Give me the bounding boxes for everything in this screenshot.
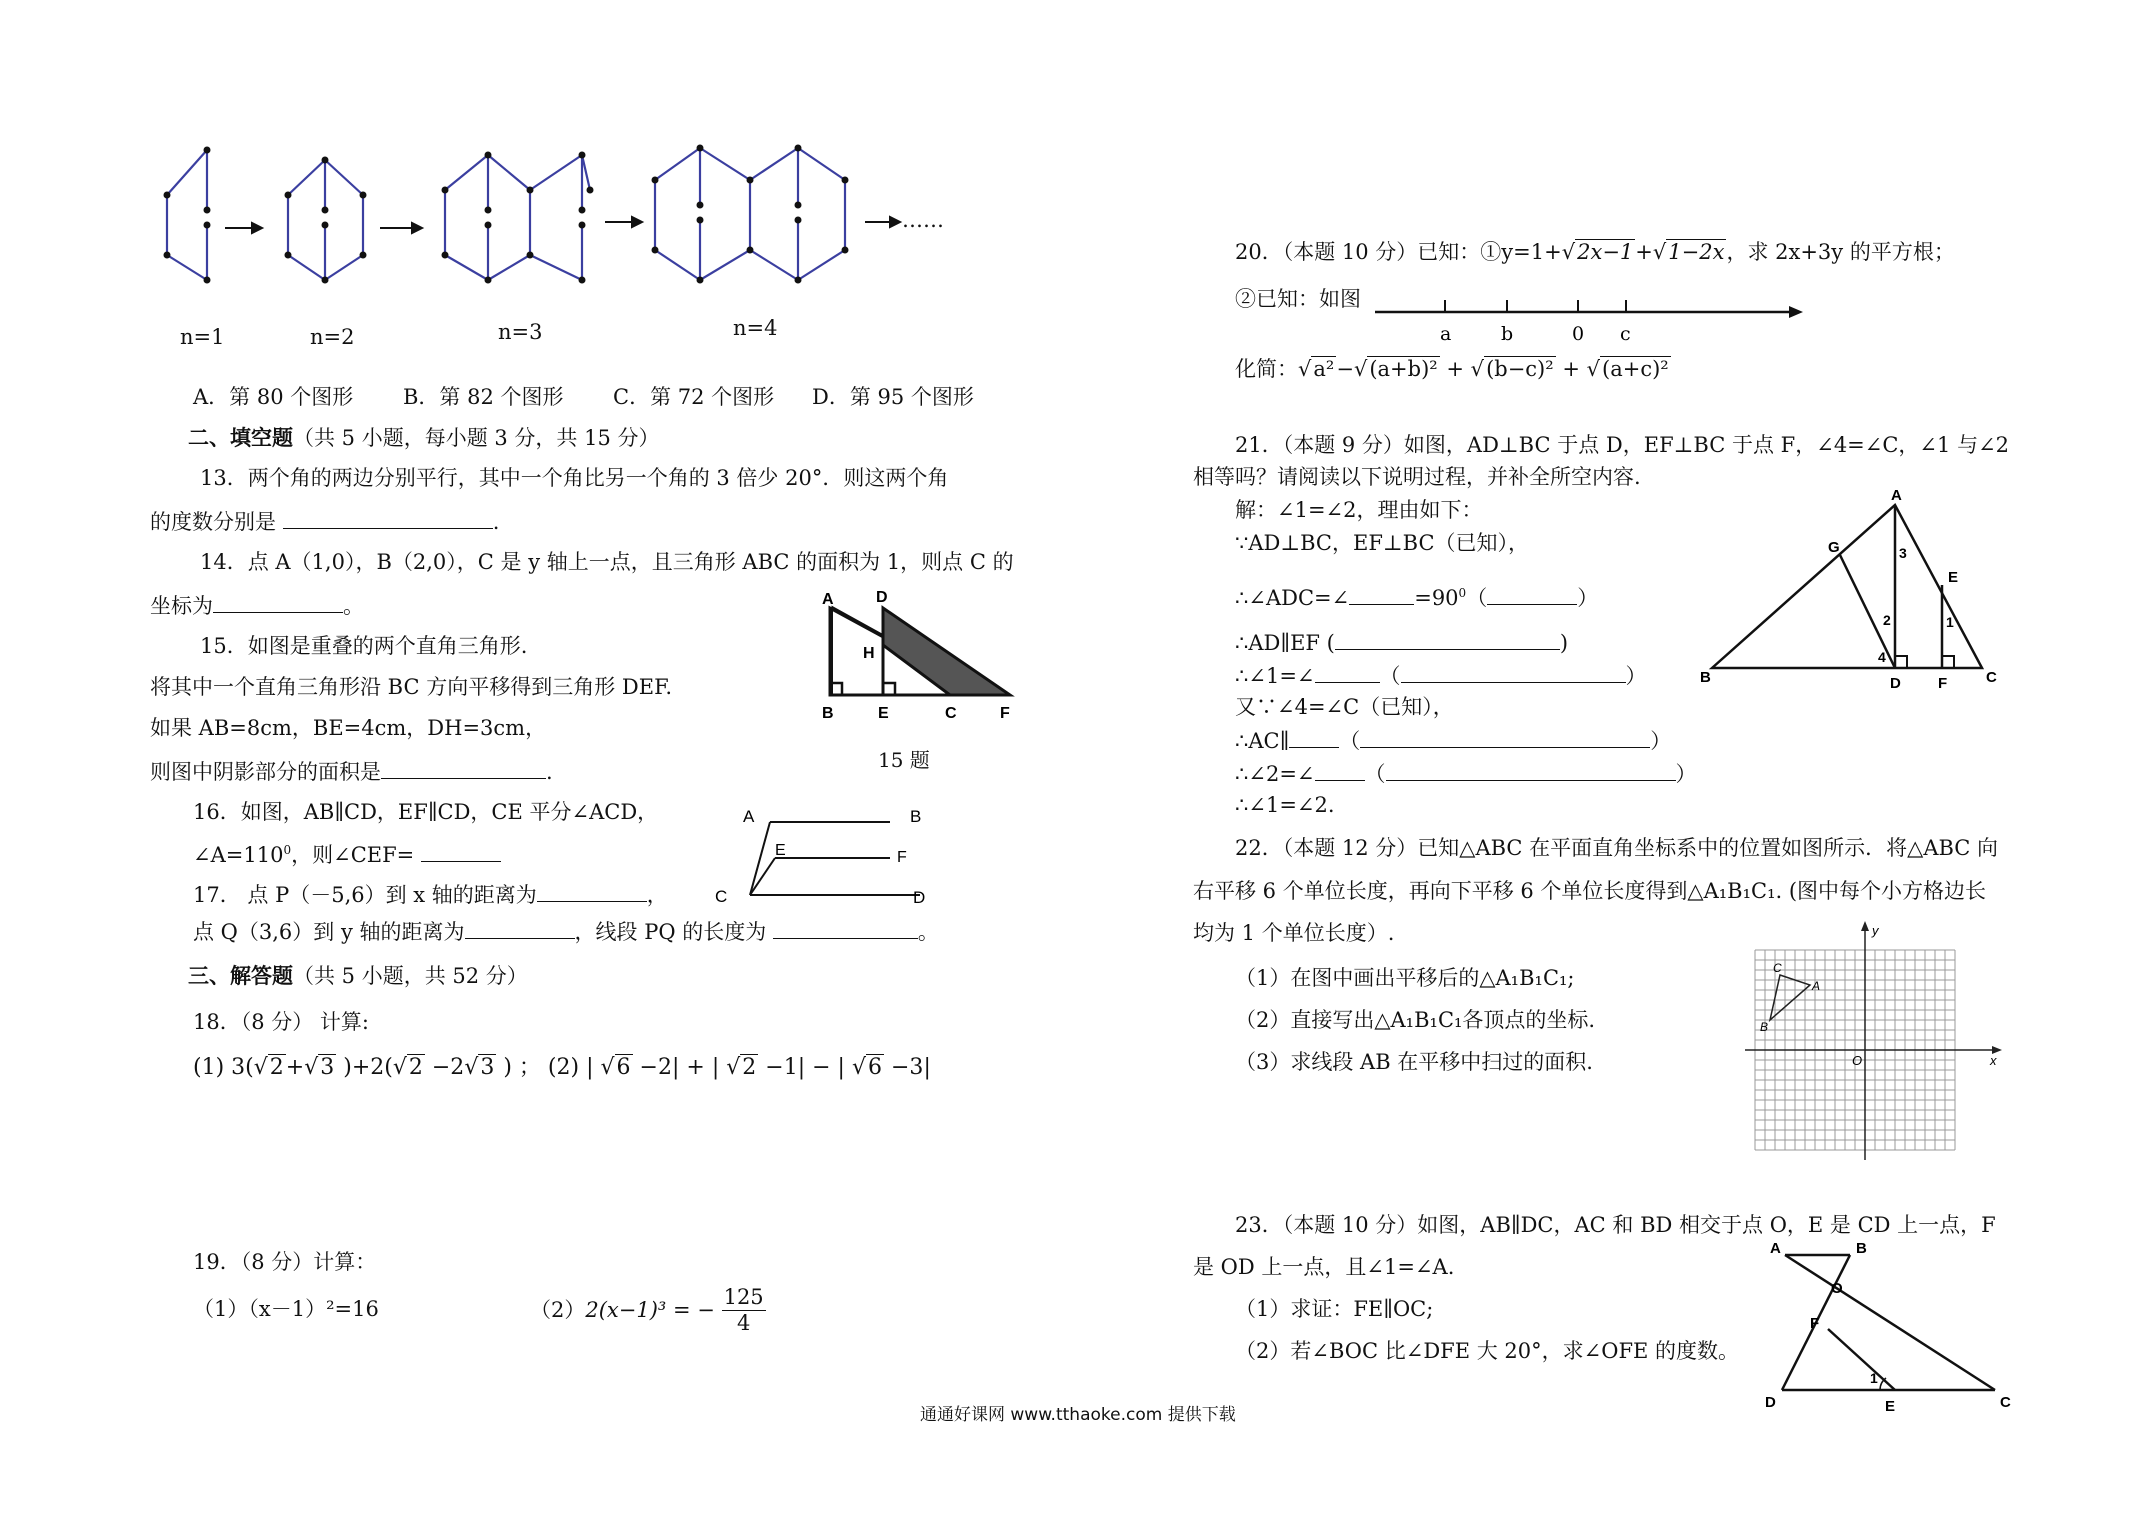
q15-line-3: 如果 AB=8cm，BE=4cm，DH=3cm， [150, 716, 547, 740]
q21-line-9: ∴AC∥ （ ） [1235, 729, 1672, 753]
q19-numerator: 125 [722, 1285, 766, 1311]
fig22-label-y: y [1872, 923, 1879, 938]
fig16-label-a: A [743, 807, 755, 826]
pattern-figures [150, 130, 1150, 360]
q21-line-4: ∵AD⊥BC，EF⊥BC（已知）， [1235, 531, 1530, 555]
q23-step-1: （1）求证：FE∥OC; [1235, 1297, 1434, 1321]
axis-label-b: b [1501, 323, 1514, 345]
fig16-label-f: F [897, 849, 907, 866]
fig16-label-b: B [910, 807, 922, 826]
q15-line-1: 15．如图是重叠的两个直角三角形. [200, 634, 528, 658]
q14-answer-blank[interactable] [213, 592, 343, 613]
axis-label-0: 0 [1572, 323, 1585, 345]
q21-line-2: 相等吗？请阅读以下说明过程，并补全所空内容. [1193, 465, 1641, 489]
q23-line-2: 是 OD 上一点，且∠1=∠A. [1193, 1255, 1455, 1279]
fig15-caption: 15 题 [878, 748, 930, 772]
q21-line-5: ∴∠ADC=∠ $=90^0$（ ） [1235, 586, 1599, 610]
q17-blank-2[interactable] [465, 918, 575, 939]
fig23-angle-1: 1 [1870, 1370, 1878, 1386]
q12-option-d: D．第 95 个图形 [812, 385, 974, 409]
q21-blank-8[interactable] [1315, 760, 1365, 781]
q20-line-2: ②已知：如图 [1235, 287, 1361, 311]
q22-step-3: （3）求线段 AB 在平移中扫过的面积. [1235, 1050, 1593, 1074]
fig16-label-d: D [913, 888, 926, 907]
q21-line-10: ∴∠2=∠ （ ） [1235, 762, 1697, 786]
q13-answer-blank[interactable] [283, 508, 493, 529]
fig15-label-c: C [945, 705, 957, 722]
q21-line-3: 解：∠1=∠2，理由如下： [1235, 498, 1483, 522]
section-3-desc: （共 5 小题，共 52 分） [293, 964, 528, 988]
fig23-label-a: A [1770, 1240, 1781, 1257]
pattern-label-4: n=4 [733, 316, 778, 340]
q17-line-2: 点 Q（3,6）到 y 轴的距离为 ，线段 PQ 的长度为 。 [193, 920, 939, 944]
section-2-title: 二、填空题 [188, 425, 293, 450]
section-3-title: 三、解答题 [188, 963, 293, 988]
fig21-label-e: E [1948, 569, 1959, 586]
q16-line-2: $\angle A=110^0$，则∠CEF= [193, 841, 501, 868]
q12-option-a: A．第 80 个图形 [193, 385, 354, 409]
q21-blank-1[interactable] [1349, 584, 1414, 605]
q22-step-1: （1）在图中画出平移后的△A₁B₁C₁; [1235, 966, 1575, 990]
q18-expressions: (1) 3(√2+√3 )+2(√2 −2√3 ) ； (2) | √6 −2| + | √2 −1| − | √6 −3| [193, 1055, 931, 1080]
q21-blank-4[interactable] [1315, 662, 1380, 683]
q19-part-1: （1）（x－1）²=16 [193, 1297, 379, 1321]
fig21-label-g: G [1828, 539, 1840, 556]
figure-q15 [760, 580, 1010, 730]
q21-blank-5[interactable] [1401, 662, 1626, 683]
q21-blank-6[interactable] [1289, 727, 1339, 748]
q17-line-1: 17． 点 P（－5,6）到 x 轴的距离为 ， [193, 883, 668, 907]
q14-line-2: 坐标为 。 [150, 594, 364, 618]
q21-blank-3[interactable] [1335, 629, 1560, 650]
fig16-label-e: E [775, 842, 786, 859]
fig15-label-f: F [1000, 705, 1010, 722]
q12-option-b: B．第 82 个图形 [403, 385, 564, 409]
q12-option-c: C．第 72 个图形 [613, 385, 775, 409]
q20-line-3: 化简：√a²−√(a+b)² + √(b−c)² + √(a+c)² [1235, 357, 1669, 381]
q22-line-2: 右平移 6 个单位长度，再向下平移 6 个单位长度得到△A₁B₁C₁. (图中每个小方格边长 [1193, 879, 1987, 903]
q20-line-1: 20．（本题 10 分）已知：①y=1+√2x−1+√1−2x，求 2x+3y 的平方根； [1235, 240, 1955, 264]
q13-line-1: 13．两个角的两边分别平行，其中一个角比另一个角的 3 倍少 20°．则这两个角 [200, 466, 949, 490]
q22-line-3: 均为 1 个单位长度）. [1193, 921, 1395, 945]
q16-line-1: 16．如图，AB∥CD，EF∥CD，CE 平分∠ACD， [193, 800, 659, 824]
q23-step-2: （2）若∠BOC 比∠DFE 大 20°，求∠OFE 的度数。 [1235, 1339, 1740, 1363]
fig21-angle-4: 4 [1878, 649, 1886, 665]
fig23-label-e: E [1885, 1398, 1896, 1415]
q15-line-2: 将其中一个直角三角形沿 BC 方向平移得到三角形 DEF. [150, 675, 673, 699]
q17-blank-3[interactable] [773, 918, 918, 939]
fig21-label-d: D [1890, 675, 1901, 692]
q15-answer-blank[interactable] [381, 758, 546, 779]
q21-blank-7[interactable] [1360, 727, 1650, 748]
q19-part-2: （2）2(x−1)³ = − $\frac{125}{4}$ [530, 1285, 764, 1336]
section-2-desc: （共 5 小题，每小题 3 分，共 15 分） [293, 426, 660, 450]
axis-label-c: c [1620, 323, 1631, 345]
fig15-label-h: H [863, 645, 875, 662]
fig21-label-c: C [1986, 669, 1997, 686]
fig23-label-c: C [2000, 1394, 2011, 1411]
q20-number-line [1375, 285, 1815, 345]
fig21-label-f: F [1938, 675, 1948, 692]
pattern-label-2: n=2 [310, 325, 355, 349]
fig15-label-a: A [822, 591, 834, 608]
pattern-label-1: n=1 [180, 325, 225, 349]
q21-blank-9[interactable] [1386, 760, 1676, 781]
figure-q22-grid [1740, 915, 2010, 1175]
q14-line-1: 14．点 A（1,0），B（2,0），C 是 y 轴上一点，且三角形 ABC 的面积为 1，则点 C 的 [200, 550, 1014, 574]
q22-line-1: 22．（本题 12 分）已知△ABC 在平面直角坐标系中的位置如图所示．将△ABC 向 [1235, 836, 1999, 860]
q19-title: 19．（8 分）计算： [193, 1250, 377, 1274]
fig23-label-o: O [1831, 1280, 1843, 1297]
fig21-angle-1: 1 [1946, 614, 1954, 630]
fig16-label-c: C [715, 887, 728, 906]
section-3-heading [188, 963, 528, 989]
fig23-label-d: D [1765, 1394, 1776, 1411]
q23-line-1: 23．（本题 10 分）如图，AB∥DC，AC 和 BD 相交于点 O，E 是 CD 上一点，F [1235, 1213, 1996, 1237]
section-2-heading [188, 425, 660, 451]
q19-denominator: 4 [736, 1311, 751, 1336]
q21-line-8: 又∵∠4=∠C（已知）， [1235, 695, 1454, 719]
fig22-label-a: A [1812, 979, 1821, 993]
q22-step-2: （2）直接写出△A₁B₁C₁各顶点的坐标. [1235, 1008, 1596, 1032]
figure-q16 [715, 800, 945, 910]
pattern-ellipsis: …… [902, 208, 944, 232]
q17-blank-1[interactable] [537, 881, 647, 902]
q18-title: 18．（8 分） 计算: [193, 1010, 370, 1034]
fig15-label-d: D [876, 589, 888, 606]
axis-label-a: a [1440, 323, 1452, 345]
figure-q23 [1760, 1240, 2011, 1415]
fig21-angle-3: 3 [1899, 545, 1907, 561]
q15-line-4: 则图中阴影部分的面积是 . [150, 760, 553, 784]
q21-blank-2[interactable] [1487, 584, 1577, 605]
fig21-label-a: A [1891, 487, 1902, 504]
fig15-label-e: E [878, 705, 889, 722]
fig15-label-b: B [822, 705, 834, 722]
q21-line-1: 21．（本题 9 分）如图，AD⊥BC 于点 D，EF⊥BC 于点 F，∠4=∠C，∠1 与∠2 [1235, 433, 2010, 457]
q13-line-2: 的度数分别是 . [150, 510, 500, 534]
fig22-label-b: B [1760, 1020, 1769, 1034]
fig21-label-b: B [1700, 669, 1711, 686]
q21-line-11: ∴∠1=∠2. [1235, 793, 1335, 817]
figure-q21 [1700, 487, 2000, 692]
q16-answer-blank[interactable] [421, 841, 501, 862]
fig23-label-b: B [1856, 1240, 1867, 1257]
fig23-label-f: F [1810, 1315, 1820, 1332]
pattern-label-3: n=3 [498, 320, 543, 344]
page-footer: 通通好课网 www.tthaoke.com 提供下载 [920, 1405, 1236, 1425]
q21-line-7: ∴∠1=∠ （ ） [1235, 664, 1647, 688]
q21-line-6: ∴AD∥EF ( ) [1235, 631, 1569, 655]
fig22-label-x: x [1990, 1053, 1997, 1068]
fig22-label-c: C [1773, 961, 1782, 975]
fig21-angle-2: 2 [1883, 612, 1891, 628]
fig22-label-o: O [1852, 1053, 1863, 1068]
